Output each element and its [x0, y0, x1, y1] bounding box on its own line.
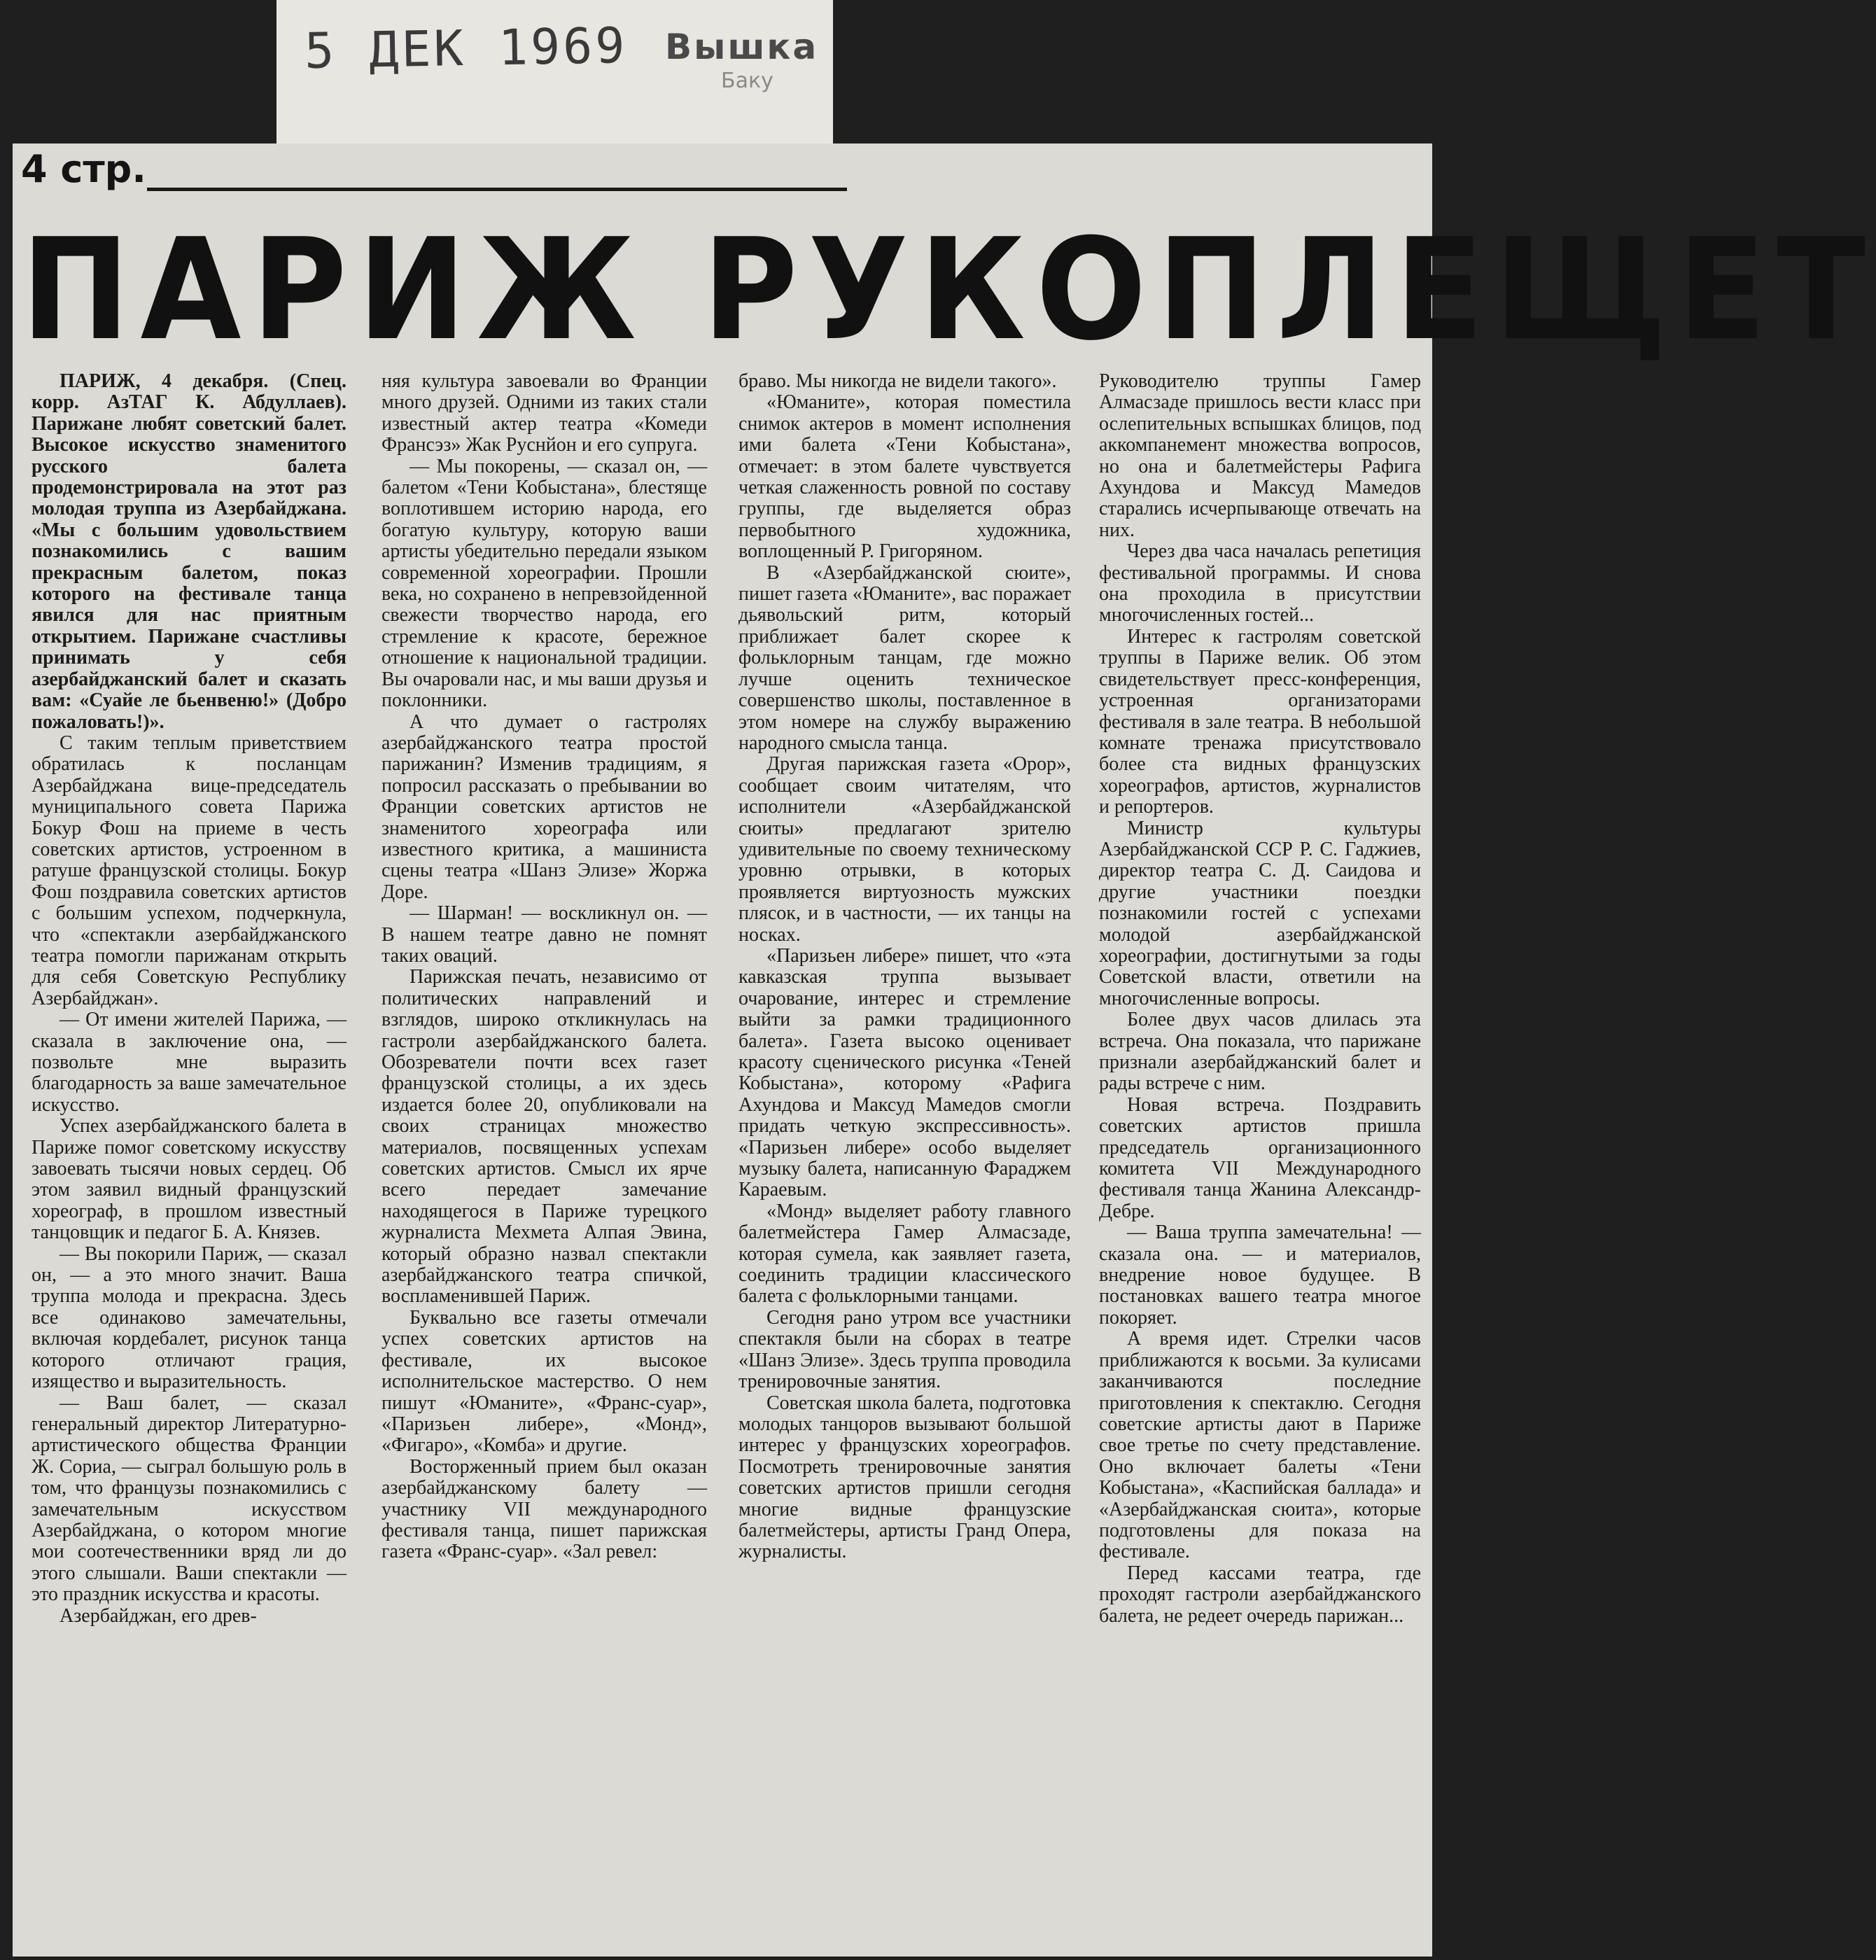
- article-paragraph: — Шарман! — воскликнул он. — В нашем театре давно не помнят таких оваций.: [382, 902, 707, 967]
- article-paragraph: браво. Мы никогда не видели такого».: [738, 370, 1057, 392]
- stamp-city: Баку: [721, 69, 774, 93]
- stamp-date: 5 ДЕК 1969: [304, 16, 629, 80]
- article-paragraph: няя культура завоевали во Франции много друзей. Одними из таких стали известный актер театра «Комеди Франсэз» Жак Руснйон и его супруга.: [382, 370, 707, 456]
- article-paragraph: Более двух часов длилась эта встреча. Она показала, что парижане признали азербайджанский балет и рады встрече с ним.: [1099, 1009, 1421, 1095]
- article-paragraph: — Вы покорили Париж, — сказал он, — а это много значит. Ваша труппа молода и прекрасна. Здесь все одинаково замечательны, включая кордебалет, рисунок танца которого отличают грация, изящество и выразительность.: [31, 1242, 346, 1393]
- article-column-2: [382, 371, 707, 1954]
- article-paragraph: Министр культуры Азербайджанской ССР Р. С. Гаджиев, директор театра С. Д. Саидова и другие участники поездки познакомили гостей с успехами молодой азербайджанской хореографии, достигнутыми за годы Советской власти, ответили на многочисленные вопросы.: [1099, 817, 1421, 1009]
- page-number: 4 стр.: [21, 147, 146, 191]
- article-paragraph: Сегодня рано утром все участники спектакля были на сборах в театре «Шанз Элизе». Здесь труппа проводила тренировочные занятия.: [738, 1306, 1071, 1393]
- article-paragraph: Перед кассами театра, где проходят гастроли азербайджанского балета, не редеет очередь парижан...: [1099, 1562, 1421, 1627]
- article-paragraph: «Юманите», которая поместила снимок актеров в момент исполнения ими балета «Тени Кобыстана», отмечает: в этом балете чувствуется четкая слаженность ровной по составу группы, где выделяется образ первобытного художника, воплощенный Р. Григоряном.: [738, 391, 1071, 563]
- article-paragraph: Парижская печать, независимо от политических направлений и взглядов, широко откликнулась на гастроли азербайджанского балета. Обозреватели почти всех газет французской столицы, а их здесь издается более 20, опубликовали на своих страницах множество материалов, посвященных успехам советских артистов. Смысл их ярче всего передает замечание находящегося в Париже турецкого журналиста Мехмета Алпая Эвина, который образно назвал спектакли азербайджанского театра спичкой, воспламенившей Париж.: [382, 966, 707, 1308]
- article-paragraph: — Мы покорены, — сказал он, — балетом «Тени Кобыстана», блестяще воплотившем историю народа, его богатую культуру, которую ваши артисты убедительно передали языком современной хореографии. Прошли века, но сохранено в непревзойденной свежести творчество народа, его стремление к красоте, бережное отношение к национальной традиции. Вы очаровали нас, и мы ваши друзья и поклонники.: [382, 455, 707, 712]
- article-paragraph: «Паризьен либере» пишет, что «эта кавказская труппа вызывает очарование, интерес и стремление выйти за рамки традиционного балета». Газета высоко оценивает красоту сценического рисунка «Теней Кобыстана», которому «Рафига Ахундова и Максуд Мамедов смогли придать четкую экспрессивность». «Паризьен либере» особо выделяет музыку балета, написанную Фараджем Караевым.: [738, 944, 1071, 1201]
- article-paragraph: Буквально все газеты отмечали успех советских артистов на фестивале, их высокое исполнительское мастерство. О нем пишут «Юманите», «Франс-суар», «Паризьен либере», «Монд», «Фигаро», «Комба» и другие.: [382, 1306, 707, 1457]
- article-paragraph: Руководителю труппы Гамер Алмасзаде пришлось вести класс при ослепительных вспышках блицов, под аккомпанемент множества вопросов, но она и балетмейстеры Рафига Ахундова и Максуд Мамедов старались исчерпывающе отвечать на них.: [1099, 370, 1421, 541]
- article-column-3: [738, 371, 1071, 1954]
- article-paragraph: Другая парижская газета «Орор», сообщает своим читателям, что исполнители «Азербайджанской сюиты» предлагают зрителю удивительные по своему техническому уровню отрывки, в которых проявляется виртуозность мужских плясок, и в частности, — их танцы на носках.: [738, 753, 1071, 946]
- article-paragraph: «Монд» выделяет работу главного балетмейстера Гамер Алмасзаде, которая сумела, как заявляет газета, соединить традиции классического балета с фольклорными танцами.: [738, 1200, 1071, 1308]
- article-paragraph: С таким теплым приветствием обратилась к посланцам Азербайджана вице-председатель муниципального совета Парижа Бокур Фош на приеме в честь советских артистов, устроенном в ратуше французской столицы. Бокур Фош поздравила советских артистов с большим успехом, подчеркнула, что «спектакли азербайджанского театра помогли парижанам открыть для себя Советскую Республику Азербайджан».: [31, 732, 346, 1009]
- article-paragraph: ПАРИЖ, 4 декабря. (Спец. корр. АзТАГ К. Абдуллаев). Парижане любят советский балет. Высокое искусство знаменитого русского балета продемонстрировала на этот раз молодая труппа из Азербайджана. «Мы с большим удовольствием познакомились с вашим прекрасным балетом, показ которого на фестивале танца явился для нас приятным открытием. Парижане счастливы принимать у себя азербайджанский балет и сказать вам: «Суайе ле бьенвеню!» (Добро пожаловать!)».: [31, 370, 346, 733]
- article-headline: ПАРИЖ РУКОПЛЕЩЕТ: [21, 209, 1876, 372]
- article-paragraph: В «Азербайджанской сюите», пишет газета «Юманите», вас поражает дьявольский ритм, который приближает балет скорее к фольклорным танцам, где можно лучше оценить техническое совершенство школы, поставленное в этом номере на службу выражению народного смысла танца.: [738, 561, 1071, 754]
- article-paragraph: Советская школа балета, подготовка молодых танцоров вызывают большой интерес у французских хореографов. Посмотреть тренировочные занятия советских артистов пришли сегодня многие видные французские балетмейстеры, артисты Гранд Опера, журналисты.: [738, 1392, 1071, 1563]
- article-paragraph: — От имени жителей Парижа, — сказала в заключение она, — позвольте мне выразить благодарность за ваше замечательное искусство.: [31, 1009, 346, 1116]
- page-rule-divider: [147, 188, 847, 191]
- article-paragraph: Успех азербайджанского балета в Париже помог советскому искусству завоевать тысячи новых сердец. Об этом заявил видный французский хореограф, в прошлом известный танцовщик и педагог Б. А. Князев.: [31, 1115, 346, 1244]
- article-paragraph: А что думает о гастролях азербайджанского театра простой парижанин? Изменив традициям, я попросил рассказать о пребывании во Франции советских артистов не знаменитого хореографа или известного критика, а машиниста сцены театра «Шанз Элизе» Жоржа Доре.: [382, 710, 707, 903]
- article-paragraph: Азербайджан, его древ-: [59, 1604, 257, 1627]
- article-column-4: [1099, 371, 1421, 1954]
- article-column-1: [31, 371, 346, 1954]
- article-paragraph: — Ваш балет, — сказал генеральный директор Литературно-артистического общества Франции Ж. Сориа, — сыграл большую роль в том, что французы познакомились с замечательным искусством Азербайджана, о котором многие мои соотечественники вряд ли до этого слышали. Ваши спектакли — это праздник искусства и красоты.: [31, 1392, 346, 1606]
- stamp-newspaper-name: Вышка: [665, 27, 819, 67]
- article-paragraph: — Ваша труппа замечательна! — сказала она. — и материалов, внедрение новое будущее. В постановках вашего театра многое покоряет.: [1099, 1222, 1421, 1329]
- article-paragraph: Через два часа началась репетиция фестивальной программы. И снова она проходила в присутствии многочисленных гостей...: [1099, 540, 1421, 626]
- article-paragraph: Восторженный прием был оказан азербайджанскому балету — участнику VII международного фестиваля танца, пишет парижская газета «Франс-суар». «Зал ревел:: [382, 1455, 707, 1563]
- article-paragraph: Интерес к гастролям советской труппы в Париже велик. Об этом свидетельствует пресс-конференция, устроенная организаторами фестиваля в зале театра. В небольшой комнате тренажа присутствовало более ста видных французских хореографов, артистов, журналистов и репортеров.: [1099, 625, 1421, 818]
- article-paragraph: Новая встреча. Поздравить советских артистов пришла председатель организационного комитета VII Международного фестиваля танца Жанина Александр-Дебре.: [1099, 1093, 1421, 1222]
- article-paragraph: А время идет. Стрелки часов приближаются к восьми. За кулисами заканчиваются последние приготовления к спектаклю. Сегодня советские артисты дают в Париже свое третье по счету представление. Оно включает балеты «Тени Кобыстана», «Каспийская баллада» и «Азербайджанская сюита», которые подготовлены для показа на фестивале.: [1099, 1328, 1421, 1563]
